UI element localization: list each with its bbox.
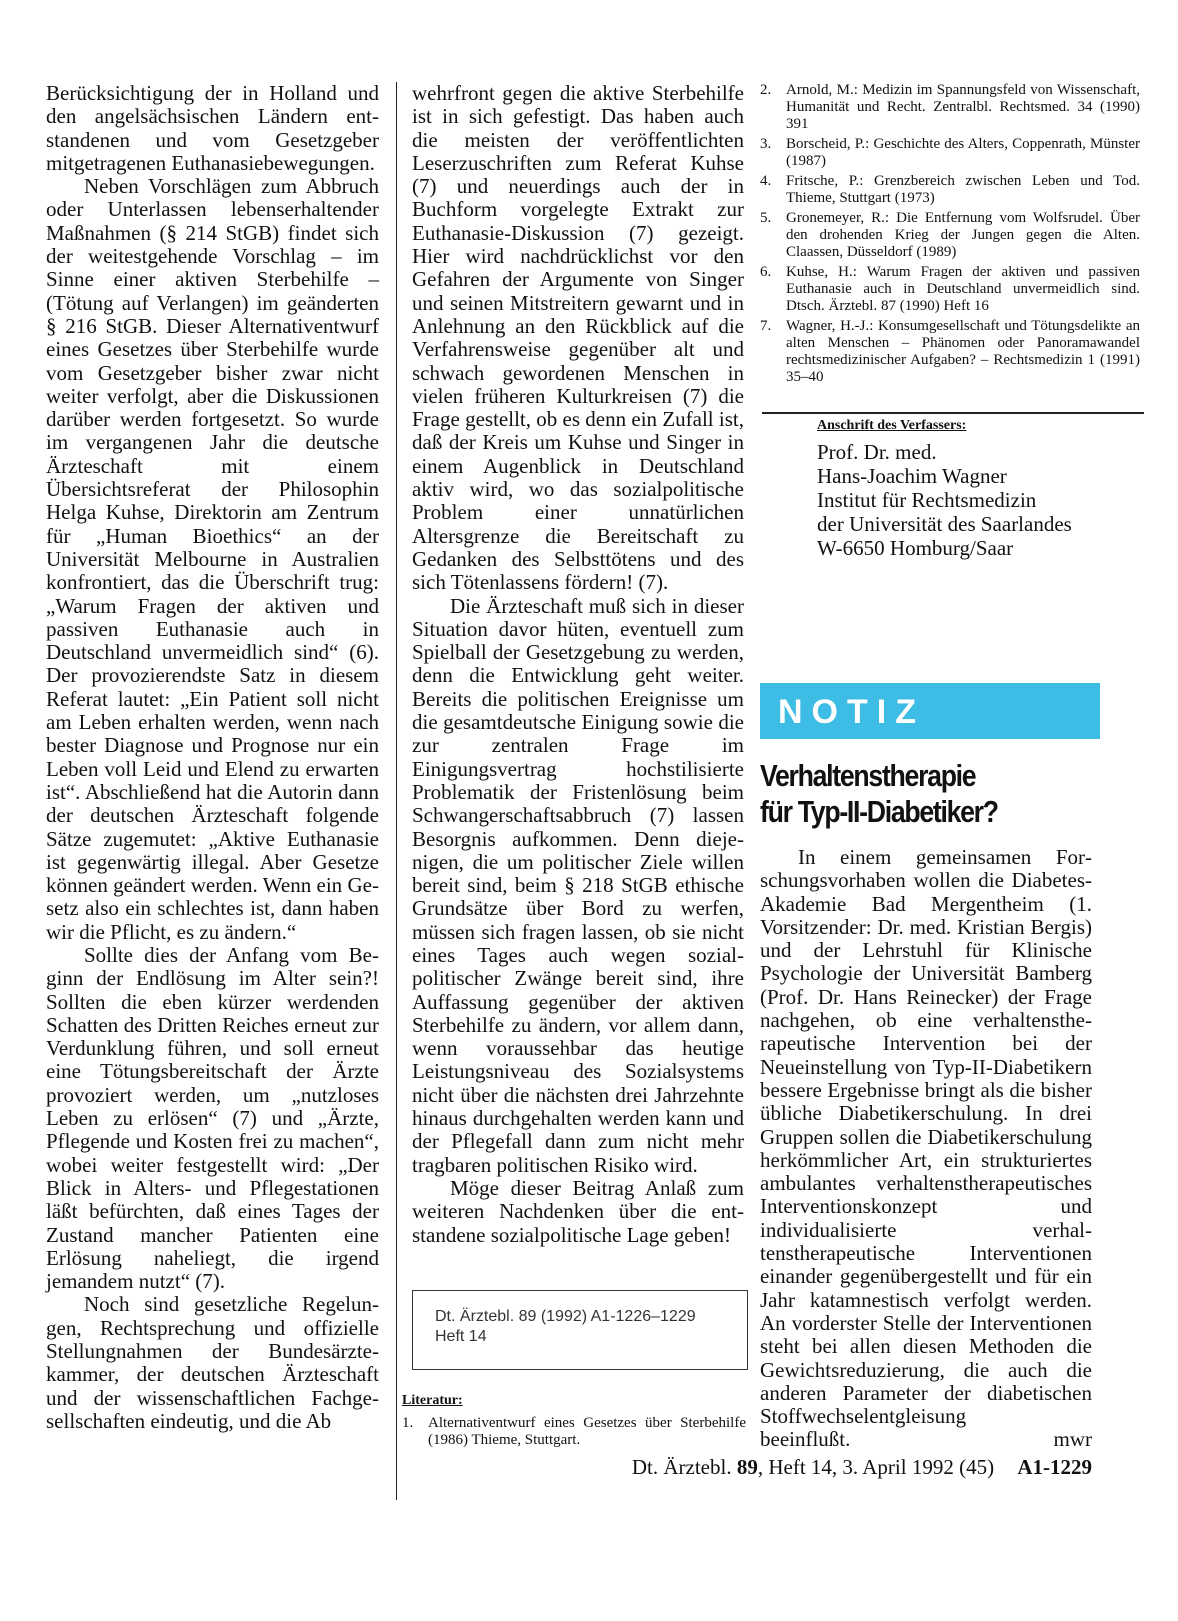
paragraph: In einem gemeinsamen Forschungsvorhaben wollen die Diabetes-Akademie Bad Mergentheim (1. Vorsitzender: Dr. med. Kristian Bergis) und der Lehrstuhl für Klinische Psychologie der Universität Bamberg (Prof. Dr. Hans Reinecker) der Frage nachgehen, ob eine verhaltenstherapeutische Intervention bei der Neueinstellung von Typ-II-Diabetikern bessere Ergebnisse bringt als die bisher übliche Diabetikerschulung. In drei Gruppen sollen die Diabetikerschulung herkömmlicher Art, ein strukturiertes ambulantes verhaltenstherapeutisches Interventionskonzept und individualisierte verhaltenstherapeutische Interventionen einander gegenübergestellt und für ein Jahr katamnestisch verfolgt werden. An vorderster Stelle der Interventionen steht bei allen diesen Methoden die Gewichtsreduzierung, die auch die anderen Parameter der diabetischen Stoffwechselentgleisung bbox=[760, 845, 1092, 1429]
notiz-body bbox=[760, 846, 1092, 1452]
address-heading: Anschrift des Verfassers: bbox=[817, 418, 967, 433]
paragraph: Möge dieser Beitrag Anlaß zum weiteren Nachdenken über die entstandene sozialpolitische Lage geben! bbox=[412, 1175, 744, 1247]
reference-item: 6. Kuhse, H.: Warum Fragen der aktiven und passiven Euthanasie auch in Deutschland unvermeidlich sind. Dtsch. Ärztebl. 87 (1990) Heft 16 bbox=[760, 264, 1140, 314]
address-line: der Universität des Saarlandes bbox=[817, 512, 1072, 536]
paragraph: wehrfront gegen die aktive Sterbehilfe ist in sich gefestigt. Das haben auch die meisten der veröffentlichten Leserzuschriften zum Referat Kuhse (7) und neuerdings auch der in Buchform vorgelegte Extrakt zur Euthanasie-Diskussion (7) gezeigt. Hier wird nachdrücklichst vor den Gefahren der Argumente von Singer und seinen Mitstreitern gewarnt und in Anlehnung an den Rückblick auf die Verfahrensweise gegenüber alt und schwach gewordenen Menschen in vielen früheren Kulturkreisen (7) die Frage gestellt, ob es denn ein Zufall ist, daß der Kreis um Kuhse und Singer in einem Augenblick in Deutschland aktiv wird, wo das sozialpolitische Problem einer unnatürlichen Altersgrenze die Bereitschaft zu Gedanken des Selbsttötens und des sich Tötenlassens fördern! (7). bbox=[412, 81, 744, 595]
column-divider bbox=[396, 82, 397, 1500]
literature-list-continued bbox=[760, 82, 1140, 389]
reference-item: 4. Fritsche, P.: Grenzbereich zwischen Leben und Tod. Thieme, Stuttgart (1973) bbox=[760, 173, 1140, 206]
article-column-2 bbox=[412, 82, 744, 1247]
issue-info: , Heft 14, 3. April 1992 (45) bbox=[757, 1455, 995, 1479]
address-line: W-6650 Homburg/Saar bbox=[817, 536, 1014, 560]
citation-line: Dt. Ärztebl. 89 (1992) A1-1226–1229 bbox=[435, 1308, 696, 1325]
reference-item: 7. Wagner, H.-J.: Konsumgesellschaft und Tötungsdelikte an alten Menschen – Phänomen oder Panoramawandel rechtsmedizinischer Aufgaben? – Rechtsmedizin 1 (1991) 35–40 bbox=[760, 318, 1140, 385]
reference-text: Fritsche, P.: Grenzbereich zwischen Leben und Tod. Thieme, Stuttgart (1973) bbox=[786, 173, 1140, 206]
paragraph: Sollte dies der Anfang vom Beginn der Endlösung im Alter sein?! Sollten die eben kürzer werdenden Schatten des Dritten Reiches erneut zur Verdunklung führen, und soll erneut eine Tötungsbereitschaft der Ärzte provoziert werden, um „nutzloses Leben zu erlösen“ (7) und „Ärzte, Pflegende und Kosten frei zu machen“, wobei weiter festgestellt wird: „Der Blick in Alters- und Pflegestationen läßt befürchten, daß eines Tages der Zustand mancher Patienten eine Erlösung naheliegt, die irgend jemandem nutzt“ (7). bbox=[46, 942, 379, 1294]
notiz-closing bbox=[760, 1428, 1092, 1451]
paragraph: Neben Vorschlägen zum Abbruch oder Unterlassen lebenserhaltender Maßnahmen (§ 214 StGB) findet sich der weitestgehende Vorschlag – im Sinne einer aktiven Sterbehilfe – (Tötung auf Verlangen) im geänderten § 216 StGB. Dieser Alternativentwurf eines Gesetzes über Sterbehilfe wurde vom Gesetzgeber bisher zwar nicht weiter verfolgt, aber die Diskussionen darüber werden fortgesetzt. So wurde im vergangenen Jahr die deutsche Ärzteschaft mit einem Übersichtsreferat der Philosophin Helga Kuhse, Direktorin am Zentrum für „Human Bioethics“ an der Universität Melbourne in Australien konfrontiert, das die Überschrift trug: „Warum Fragen der aktiven und passiven Euthanasie auch in Deutschland unvermeidlich sind“ (6). Der provozierendste Satz in diesem Referat lautet: „Ein Patient soll nicht am Leben erhalten werden, wenn nach bester Diagnose und Prognose nur ein Leben voll Leid und Elend zu erwarten ist“. Abschließend hat die Autorin dann der deutschen Ärzteschaft folgende Sätze zugemutet: „Aktive Euthanasie ist gegenwärtig illegal. Aber Gesetze können geändert werden. Wenn ein Gesetz also ein schlechtes ist, dann haben wir die Pflicht, es zu ändern.“ bbox=[46, 174, 379, 944]
citation-line: Heft 14 bbox=[435, 1328, 487, 1345]
address-line: Institut für Rechtsmedizin bbox=[817, 488, 1037, 512]
reference-item: 1. Alternativentwurf eines Gesetzes über Sterbehilfe (1986) Thieme, Stuttgart. bbox=[402, 1415, 746, 1448]
address-line: Prof. Dr. med. bbox=[817, 440, 937, 464]
closing-text: beeinflußt. bbox=[760, 1427, 851, 1452]
citation-box bbox=[412, 1290, 748, 1370]
address-line: Hans-Joachim Wagner bbox=[817, 464, 1007, 488]
paragraph: Die Ärzteschaft muß sich in dieser Situation davor hüten, eventuell zum Spielball der Gesetzgebung zu werden, denn die Entwicklung geht weiter. Bereits die politischen Ereignisse um die gesamtdeutsche Einigung sowie die zur zentralen Frage im Einigungsvertrag hochstilisierte Problematik der Fristenlösung beim Schwangerschaftsabbruch (7) lassen Besorgnis aufkommen. Denn diejenigen, die um politischer Ziele willen bereit sind, beim § 218 StGB ethische Grundsätze über Bord zu werfen, müssen sich fragen lassen, ob sie nicht eines Tages auch wegen sozialpolitischer Zwänge bereit sind, ihre Auffassung gegenüber der aktiven Sterbehilfe zu ändern, vor allem dann, wenn voraussehbar das heutige Leistungsniveau des Sozialsystems nicht über die nächsten drei Jahrzehnte hinaus durchgehalten werden kann und der Pflegefall dann zum nicht mehr tragbaren politischen Risiko wird. bbox=[412, 593, 744, 1177]
headline-line: Verhaltenstherapie bbox=[760, 758, 976, 793]
page-number: A1-1229 bbox=[1017, 1455, 1092, 1479]
journal-name: Dt. Ärztebl. bbox=[631, 1455, 732, 1479]
volume-number: 89 bbox=[736, 1455, 758, 1479]
reference-text: Arnold, M.: Medizin im Spannungsfeld von Wissenschaft, Humanität und Recht. Zentralbl. Rechtsmed. 34 (1990) 391 bbox=[786, 82, 1140, 132]
headline-line: für Typ-II-Diabetiker? bbox=[760, 794, 998, 829]
reference-text: Alternativentwurf eines Gesetzes über Sterbehilfe (1986) Thieme, Stuttgart. bbox=[428, 1415, 746, 1448]
paragraph: Berücksichtigung der in Holland und den angelsächsischen Ländern entstandenen und vom Gesetzgeber mitgetragenen Euthanasiebewegungen. bbox=[46, 81, 379, 175]
reference-text: Gronemeyer, R.: Die Entfernung vom Wolfsrudel. Über den drohenden Krieg der Jungen gegen die Alten. Claassen, Düsseldorf (1989) bbox=[786, 210, 1140, 260]
author-initials: mwr bbox=[1053, 1427, 1092, 1452]
notiz-headline bbox=[760, 758, 1087, 830]
reference-item: 2. Arnold, M.: Medizin im Spannungsfeld von Wissenschaft, Humanität und Recht. Zentralbl. Rechtsmed. 34 (1990) 391 bbox=[760, 82, 1140, 132]
paragraph: Noch sind gesetzliche Regelungen, Rechtsprechung und offizielle Stellungnahmen der Bundesärztekammer, der deutschen Ärzteschaft und der wissenschaftlichen Fachgesellschaften eindeutig, und die Ab bbox=[46, 1292, 379, 1433]
article-column-1 bbox=[46, 82, 379, 1433]
reference-item: 3. Borscheid, P.: Geschichte des Alters, Coppenrath, Münster (1987) bbox=[760, 136, 1140, 169]
notiz-label: NOTIZ bbox=[778, 693, 925, 731]
reference-text: Kuhse, H.: Warum Fragen der aktiven und passiven Euthanasie auch in Deutschland unvermeidlich sind. Dtsch. Ärztebl. 87 (1990) Heft 16 bbox=[786, 264, 1140, 314]
literature-heading: Literatur: bbox=[402, 1393, 463, 1408]
section-divider bbox=[762, 412, 1144, 414]
reference-text: Wagner, H.-J.: Konsumgesellschaft und Tötungsdelikte an alten Menschen – Phänomen oder Panoramawandel rechtsmedizinischer Aufgaben? – Rechtsmedizin 1 (1991) 35–40 bbox=[786, 318, 1140, 385]
page-footer bbox=[632, 1455, 1092, 1480]
literature-list-start bbox=[402, 1415, 746, 1452]
reference-item: 5. Gronemeyer, R.: Die Entfernung vom Wolfsrudel. Über den drohenden Krieg der Jungen gegen die Alten. Claassen, Düsseldorf (1989) bbox=[760, 210, 1140, 260]
author-address bbox=[817, 440, 1072, 560]
reference-text: Borscheid, P.: Geschichte des Alters, Coppenrath, Münster (1987) bbox=[786, 136, 1140, 169]
